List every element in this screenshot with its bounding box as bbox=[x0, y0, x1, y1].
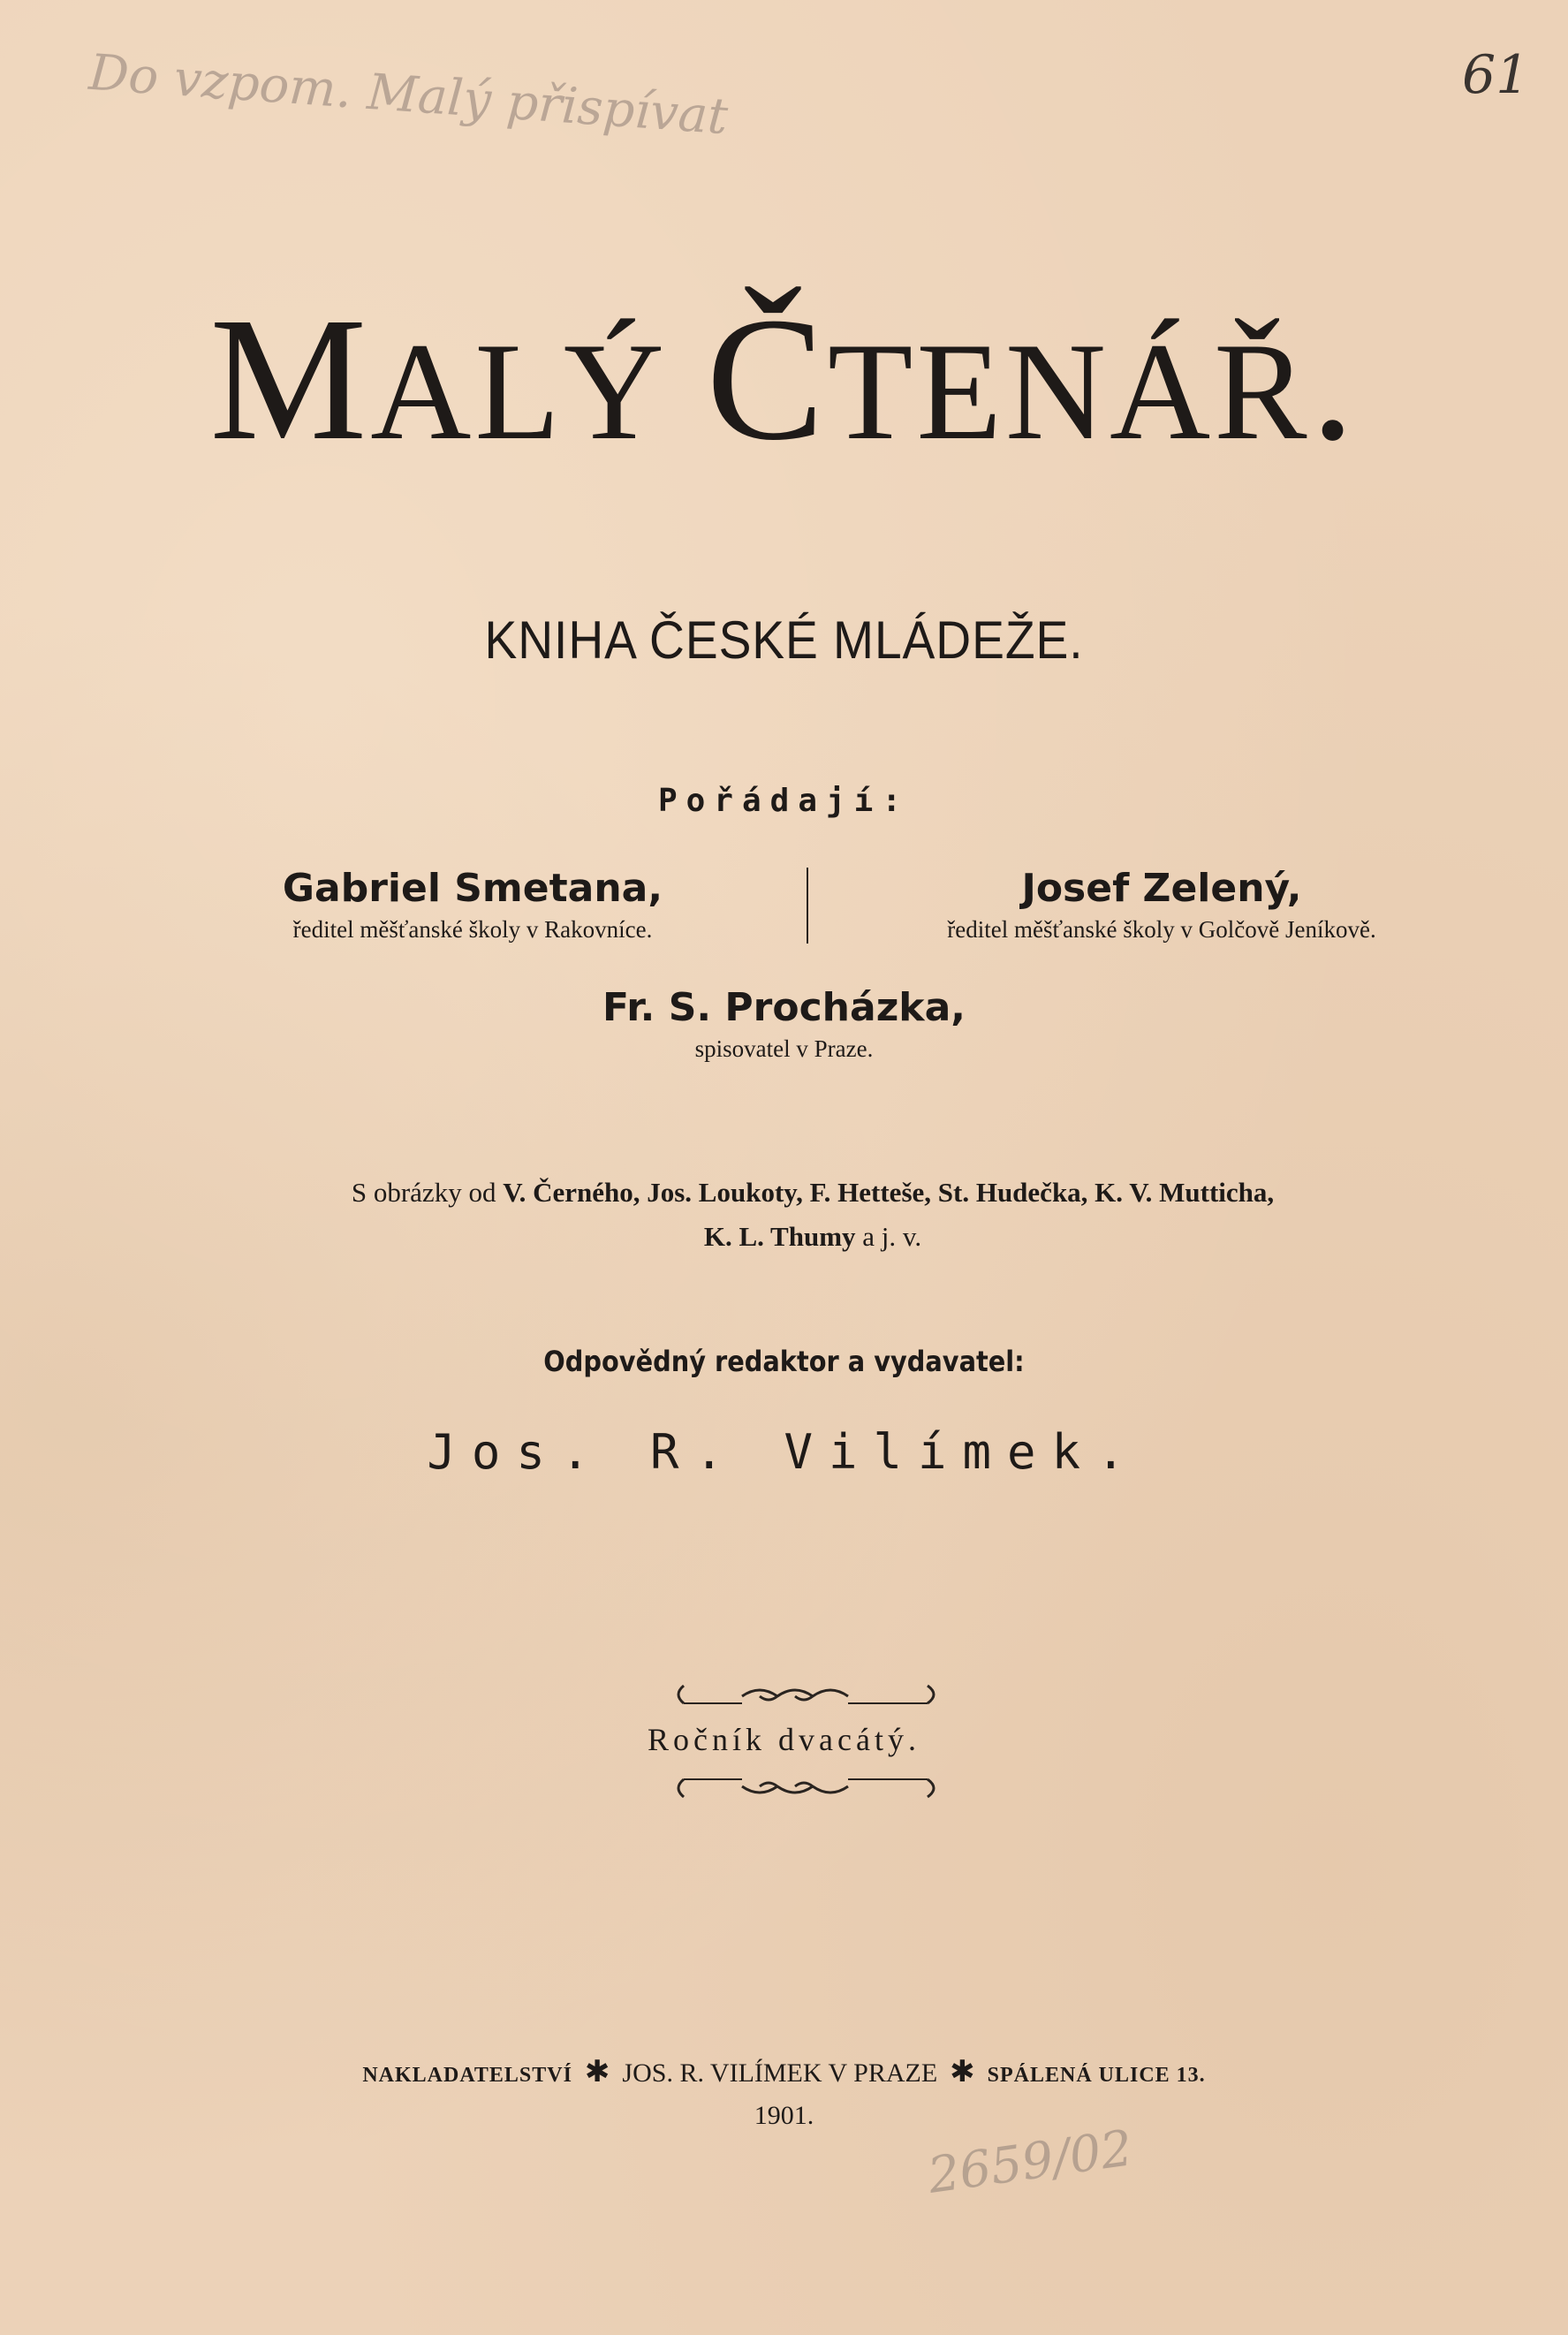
publication-year: 1901. bbox=[754, 2101, 814, 2130]
illustrators-suffix: a j. v. bbox=[862, 1221, 922, 1252]
volume-label: Ročník dvacátý. bbox=[648, 1722, 920, 1757]
illustrators-names-2: K. L. Thumy bbox=[703, 1221, 856, 1252]
ornament-top bbox=[671, 1680, 950, 1709]
publisher-name: Jos. R. Vilímek. bbox=[427, 1424, 1141, 1480]
editor-name: Josef Zelený, bbox=[1021, 866, 1302, 911]
editor-name: Gabriel Smetana, bbox=[282, 866, 663, 911]
editor-divider bbox=[807, 868, 808, 944]
title-part-2: TENÁŘ bbox=[827, 315, 1311, 469]
book-title bbox=[0, 282, 1568, 477]
illustrators-line-2 bbox=[194, 1215, 1431, 1259]
imprint-publishing-house: NAKLADATELSTVÍ bbox=[362, 2064, 572, 2087]
illustrators-credit bbox=[194, 1171, 1431, 1259]
publisher-imprint bbox=[0, 2054, 1568, 2089]
arrangers-label: Pořádají: bbox=[657, 783, 911, 819]
editor-role: ředitel měšťanské školy v Golčově Jeníkově. bbox=[947, 916, 1376, 943]
editor-block-prochazka bbox=[0, 985, 1568, 1063]
imprint-publisher: JOS. R. VILÍMEK V PRAZE bbox=[622, 2058, 938, 2088]
editor-name: Fr. S. Procházka, bbox=[602, 985, 966, 1030]
book-subtitle: KNIHA ČESKÉ MLÁDEŽE. bbox=[484, 610, 1084, 670]
illustrators-prefix: S obrázky od bbox=[351, 1177, 496, 1208]
editor-block-smetana bbox=[225, 866, 720, 944]
handwritten-note-top: Do vzpom. Malý přispívat bbox=[87, 43, 730, 147]
imprint-separator: ✱ bbox=[950, 2056, 975, 2089]
editor-block-zeleny bbox=[861, 866, 1462, 944]
title-initial-m: M bbox=[209, 282, 371, 477]
imprint-address: SPÁLENÁ ULICE 13. bbox=[987, 2064, 1206, 2087]
page-number: 61 bbox=[1462, 44, 1530, 106]
title-part-1: ALÝ bbox=[370, 315, 707, 469]
ornament-bottom bbox=[671, 1774, 950, 1802]
illustrators-names-1: V. Černého, Jos. Loukoty, F. Hetteše, St. Hudečka, K. V. Mutticha, bbox=[503, 1177, 1275, 1208]
imprint-separator: ✱ bbox=[584, 2056, 610, 2089]
editor-role: ředitel měšťanské školy v Rakovníce. bbox=[292, 916, 653, 943]
editor-role: spisovatel v Praze. bbox=[694, 1035, 874, 1062]
illustrators-line-1 bbox=[194, 1171, 1431, 1215]
title-initial-c: Č bbox=[706, 282, 828, 477]
responsible-editor-label: Odpovědný redaktor a vydavatel: bbox=[543, 1345, 1025, 1378]
title-period: . bbox=[1310, 282, 1359, 477]
handwritten-note-bottom: 2659/02 bbox=[924, 2119, 1137, 2205]
